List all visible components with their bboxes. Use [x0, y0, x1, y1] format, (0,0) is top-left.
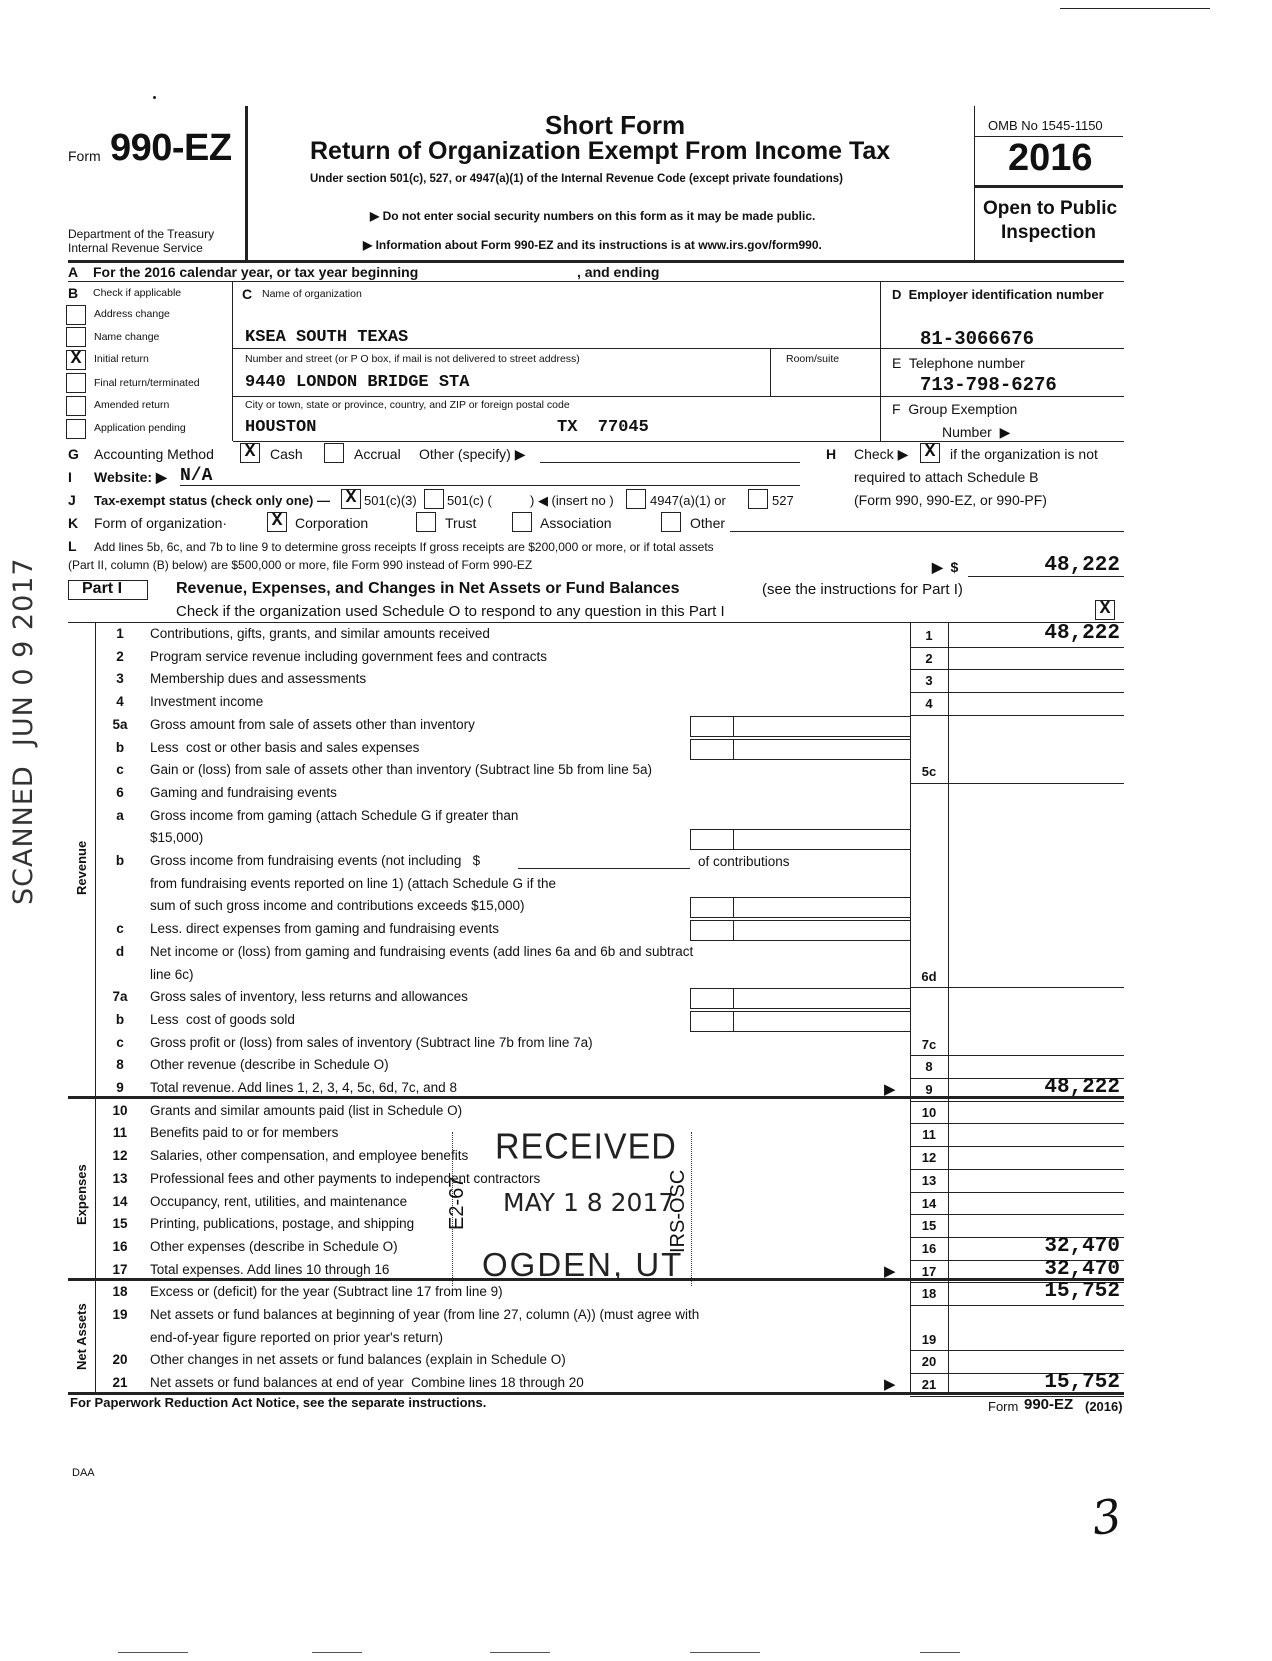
inner-ref-box — [690, 739, 734, 760]
line-description: line 6c) — [150, 966, 194, 982]
b-amended-return-checkbox[interactable] — [66, 396, 86, 416]
state-zip-value: TX 77045 — [557, 418, 649, 437]
received-stamp-title: RECEIVED — [495, 1127, 677, 1167]
line-ref: 19 — [921, 1331, 937, 1347]
line-number: c — [116, 1034, 124, 1050]
line-number: 12 — [112, 1148, 128, 1164]
line-description: Occupancy, rent, utilities, and maintenance — [150, 1193, 408, 1209]
line-number: 13 — [112, 1170, 128, 1186]
header-dot — [153, 96, 156, 99]
line-number: 5a — [112, 716, 128, 732]
top-edge-line — [1060, 8, 1210, 9]
amount-row-line — [910, 1123, 1124, 1124]
phone-value: 713-798-6276 — [920, 374, 1057, 396]
line-description: Printing, publications, postage, and shipping — [150, 1216, 415, 1232]
line-h-text2: if the organization is not — [950, 446, 1098, 462]
c-bottom — [233, 441, 881, 442]
b-final-return-label: Final return/terminated — [94, 377, 200, 389]
section-c-letter: C — [242, 286, 253, 302]
line-ref: 21 — [921, 1377, 937, 1393]
row-arrow-icon: ▶ — [884, 1262, 896, 1280]
line-description: Gross profit or (loss) from sales of inventory (Subtract line 7b from line 7a) — [150, 1034, 593, 1050]
line-amount[interactable]: 32,470 — [1044, 1234, 1120, 1258]
part1-title: Revenue, Expenses, and Changes in Net Assets or Fund Balances — [176, 580, 680, 597]
net-assets-side-label: Net Assets — [74, 1303, 89, 1370]
line-description: $15,000) — [150, 830, 204, 846]
line-description: Net assets or fund balances at end of year Combine lines 18 through 20 — [150, 1375, 584, 1391]
inner-ref-box — [690, 897, 734, 918]
amount-row-line — [910, 1146, 1124, 1147]
dept-treasury: Department of the Treasury — [68, 227, 215, 241]
line-number: d — [115, 943, 125, 959]
ein-value: 81-3066676 — [920, 328, 1035, 350]
amount-row-line — [910, 1192, 1124, 1193]
scanned-stamp: SCANNED JUN 0 9 2017 — [8, 557, 39, 905]
room-divider — [770, 348, 771, 396]
inner-amount-field[interactable] — [734, 716, 910, 737]
line-description: sum of such gross income and contributions exceeds $15,000) — [150, 898, 525, 914]
dept-irs: Internal Revenue Service — [68, 241, 203, 255]
line-description: Grants and similar amounts paid (list in Schedule O) — [150, 1102, 463, 1118]
inner-amount-field[interactable] — [734, 1011, 910, 1032]
line-number: b — [115, 739, 125, 755]
inner-ref-box — [690, 716, 734, 737]
title-short: Short Form — [545, 110, 686, 140]
e-divider — [881, 396, 1124, 397]
line-description: Net income or (loss) from gaming and fundraising events (add lines 6a and 6b and subtract — [150, 943, 694, 959]
line-number: 11 — [112, 1125, 128, 1141]
association-label: Association — [540, 515, 612, 531]
b-final-return-checkbox[interactable] — [66, 373, 86, 393]
line-ref: 12 — [921, 1150, 937, 1166]
revenue-side-label: Revenue — [74, 840, 89, 895]
line-j-letter: J — [68, 492, 76, 508]
group-exemption-label: F Group Exemption — [892, 401, 1018, 417]
line-l-arrow: ▶ $ — [932, 559, 959, 575]
line-description: Net assets or fund balances at beginning of year (from line 27, column (A)) (must agree with — [150, 1307, 700, 1322]
line-number: 7a — [112, 989, 128, 1005]
schedule-o-checkbox[interactable]: X — [1095, 600, 1115, 620]
line-description: Other revenue (describe in Schedule O) — [150, 1057, 389, 1073]
gross-receipts-amount: 48,222 — [1044, 554, 1120, 577]
line-number: 19 — [112, 1307, 128, 1322]
omb-underline — [975, 136, 1123, 137]
website-line — [180, 485, 800, 486]
line-number: b — [115, 853, 125, 868]
tax-year: 2016 — [1008, 137, 1093, 179]
line-ref: 14 — [921, 1195, 937, 1211]
501c-checkbox[interactable] — [424, 489, 444, 509]
line-amount[interactable]: 48,222 — [1044, 1076, 1120, 1099]
org-name-value: KSEA SOUTH TEXAS — [245, 328, 409, 347]
line-ref: 6d — [921, 968, 937, 984]
b-amended-return-label: Amended return — [94, 399, 170, 411]
line-number: 1 — [116, 626, 124, 641]
line-description: Membership dues and assessments — [150, 671, 367, 687]
section-b-label: Check if applicable — [93, 287, 182, 299]
title-main: Return of Organization Exempt From Income Tax — [310, 137, 891, 165]
other-specify-line — [540, 462, 800, 463]
line-h-text3: required to attach Schedule B — [854, 469, 1039, 485]
line-number: 16 — [112, 1238, 128, 1254]
line-l-letter: L — [68, 538, 77, 554]
amount-row-line — [910, 669, 1124, 670]
amount-row-line — [910, 1350, 1124, 1351]
amount-row-line — [910, 1169, 1124, 1170]
line-description: Less cost of goods sold — [150, 1011, 295, 1027]
4947-label: 4947(a)(1) or — [650, 493, 726, 508]
4947-checkbox[interactable] — [626, 489, 646, 509]
website-label: Website: ▶ — [94, 469, 167, 485]
c-name-divider — [233, 348, 881, 349]
part1-label: Part I — [82, 580, 123, 597]
line-ref: 8 — [925, 1059, 933, 1075]
corporation-label: Corporation — [295, 515, 369, 531]
cash-checkbox[interactable]: X — [240, 443, 260, 463]
notice-ssn: ▶ Do not enter social security numbers on this form as it may be made public. — [370, 209, 816, 223]
line-number: a — [116, 807, 124, 823]
b-initial-return-checkbox[interactable]: X — [66, 350, 86, 370]
line-ref: 2 — [925, 650, 933, 666]
line-g-letter: G — [68, 446, 79, 462]
received-stamp-code: E2-67 — [446, 1176, 468, 1230]
line-number: 20 — [112, 1352, 128, 1368]
org-name-label: Name of organization — [262, 288, 362, 300]
501c3-checkbox[interactable]: X — [341, 489, 361, 509]
accounting-method-label: Accounting Method — [94, 446, 214, 462]
notice-info: ▶ Information about Form 990-EZ and its instructions is at www.irs.gov/form990. — [363, 238, 822, 252]
city-label: City or town, state or province, country, and ZIP or foreign postal code — [245, 399, 570, 411]
line-description: Gaming and fundraising events — [150, 784, 337, 800]
line-number: 10 — [112, 1102, 128, 1118]
tax-exempt-label: Tax-exempt status (check only one) — — [94, 493, 330, 508]
line-l-text2: (Part II, column (B) below) are $500,000 or more, file Form 990 instead of Form 990-EZ — [68, 558, 533, 572]
open-inspection: Inspection — [1001, 222, 1097, 243]
title-sub: Under section 501(c), 527, or 4947(a)(1) of the Internal Revenue Code (except private foundations) — [310, 173, 843, 185]
line-ref: 9 — [925, 1082, 933, 1097]
line-ref: 3 — [925, 673, 933, 689]
line-ref: 20 — [921, 1354, 937, 1370]
501c-insert-label: ) ◀ (insert no ) — [530, 493, 614, 508]
line-h-letter: H — [826, 446, 837, 462]
footer-form-number: 990-EZ — [1024, 1396, 1074, 1413]
received-stamp-side: IRS-OSC — [667, 1169, 689, 1253]
line-number: c — [116, 762, 124, 778]
line-number: 4 — [116, 694, 124, 710]
open-public: Open to Public — [983, 198, 1118, 219]
501c3-label: 501(c)(3) — [364, 493, 417, 508]
section-b-letter: B — [68, 285, 79, 301]
form-prefix: Form — [68, 148, 101, 164]
b-address-change-label: Address change — [94, 308, 170, 320]
line-a-bottom — [68, 281, 1124, 282]
d-divider — [881, 348, 1124, 349]
line-description: Salaries, other compensation, and employee benefits — [150, 1148, 469, 1164]
line-description: Less cost or other basis and sales expenses — [150, 739, 420, 755]
line-amount[interactable]: 15,752 — [1044, 1280, 1120, 1304]
line-number: 14 — [112, 1193, 128, 1209]
f-bottom — [881, 441, 1124, 442]
line-number: 2 — [116, 648, 124, 664]
527-label: 527 — [772, 493, 794, 508]
line-amount[interactable]: 48,222 — [1044, 622, 1120, 645]
trust-checkbox[interactable] — [416, 512, 436, 532]
inner-amount-field[interactable] — [734, 829, 910, 850]
other-org-checkbox[interactable] — [661, 512, 681, 532]
accrual-label: Accrual — [354, 446, 401, 462]
line-number: 21 — [112, 1375, 128, 1391]
street-value: 9440 LONDON BRIDGE STA — [245, 373, 470, 392]
line-description: Gross sales of inventory, less returns and allowances — [150, 989, 468, 1005]
line-description: Less. direct expenses from gaming and fundraising events — [150, 921, 499, 937]
line-description: Gross amount from sale of assets other than inventory — [150, 716, 475, 732]
inner-ref-box — [690, 829, 734, 850]
line-number: 9 — [116, 1080, 124, 1095]
line-description: Other changes in net assets or fund balances (explain in Schedule O) — [150, 1352, 566, 1368]
line-description: Program service revenue including government fees and contracts — [150, 648, 547, 664]
line-a-text: For the 2016 calendar year, or tax year beginning — [93, 264, 419, 280]
other-org-line — [730, 531, 1124, 532]
omb-number: OMB No 1545-1150 — [988, 118, 1103, 133]
line-i-letter: I — [68, 469, 72, 485]
b-initial-return-label: Initial return — [94, 353, 149, 365]
schedule-b-checkbox[interactable]: X — [920, 443, 940, 463]
street-label: Number and street (or P O box, if mail is not delivered to street address) — [245, 353, 580, 365]
handwritten-page-mark: 3 — [1088, 1488, 1125, 1546]
line-description: Gain or (loss) from sale of assets other than inventory (Subtract line 5b from line 5a) — [150, 762, 652, 778]
inner-ref-box — [690, 988, 734, 1009]
amount-row-line — [910, 987, 1124, 988]
line-l-text1: Add lines 5b, 6c, and 7b to line 9 to determine gross receipts If gross receipts are $200,000 or more, or if total assets — [94, 540, 714, 554]
c-street-divider — [233, 396, 881, 397]
inner-amount-field[interactable] — [734, 739, 910, 760]
inner-amount-field[interactable] — [734, 897, 910, 918]
header-bottom-line — [68, 260, 1124, 263]
part1-check-text: Check if the organization used Schedule O to respond to any question in this Part I — [176, 603, 725, 620]
line-ref: 16 — [921, 1240, 937, 1256]
expenses-side-label: Expenses — [74, 1164, 89, 1225]
line-description: Total revenue. Add lines 1, 2, 3, 4, 5c, 6d, 7c, and 8 — [150, 1080, 457, 1095]
received-stamp-city: OGDEN, UT — [482, 1246, 684, 1283]
daa-label: DAA — [72, 1467, 95, 1479]
amount-row-line — [910, 1396, 1124, 1397]
line-a-ending: , and ending — [577, 264, 660, 280]
inner-amount-field[interactable] — [734, 988, 910, 1009]
line-ref: 10 — [921, 1104, 937, 1120]
other-specify-label: Other (specify) ▶ — [419, 446, 526, 462]
line-number: 17 — [112, 1261, 128, 1277]
other-org-label: Other — [690, 515, 726, 531]
form-of-org-label: Form of organization· — [94, 515, 228, 531]
amount-row-line — [910, 1305, 1124, 1306]
line-description: Benefits paid to or for members — [150, 1125, 339, 1141]
amount-row-line — [910, 692, 1124, 693]
line-description: Other expenses (describe in Schedule O) — [150, 1238, 398, 1254]
line-description: Excess or (deficit) for the year (Subtract line 17 from line 9) — [150, 1284, 503, 1300]
line-h-check: Check ▶ — [854, 446, 909, 462]
line-ref: 13 — [921, 1172, 937, 1188]
line-description: Gross income from fundraising events (not including $ — [150, 853, 481, 868]
room-label: Room/suite — [786, 353, 840, 365]
footer-form-year: (2016) — [1085, 1399, 1123, 1414]
line-number: 15 — [112, 1216, 128, 1232]
website-value: N/A — [180, 466, 213, 486]
line-number: 6 — [116, 784, 124, 800]
line-description: Contributions, gifts, grants, and similar amounts received — [150, 626, 490, 641]
line-number: 3 — [116, 671, 124, 687]
line-ref: 18 — [921, 1286, 937, 1302]
association-checkbox[interactable] — [512, 512, 532, 532]
line-description: from fundraising events reported on line 1) (attach Schedule G if the — [150, 875, 556, 891]
b-name-change-label: Name change — [94, 331, 160, 343]
row-arrow-icon: ▶ — [884, 1081, 896, 1098]
phone-label: E Telephone number — [892, 355, 1025, 371]
line-ref: 7c — [921, 1036, 937, 1052]
line-description: Gross income from gaming (attach Schedule G if greater than — [150, 807, 519, 823]
city-value: HOUSTON — [245, 418, 317, 437]
line-h-text4: (Form 990, 990-EZ, or 990-PF) — [854, 492, 1047, 508]
amount-row-line — [910, 647, 1124, 648]
line-number: b — [115, 1011, 125, 1027]
501c-label: 501(c) ( — [447, 493, 492, 508]
group-exemption-number-label: Number ▶ — [942, 424, 1011, 440]
received-stamp-date: MAY 1 8 2017 — [503, 1188, 675, 1217]
inner-ref-box — [690, 920, 734, 941]
line-description: Investment income — [150, 694, 264, 710]
b-address-change-checkbox[interactable] — [66, 305, 86, 325]
paperwork-notice: For Paperwork Reduction Act Notice, see the separate instructions. — [70, 1395, 487, 1410]
line-number: c — [116, 921, 124, 937]
side-label-border — [95, 622, 96, 1392]
6b-contributions-label: of contributions — [698, 854, 790, 869]
line-description: end-of-year figure reported on prior year's return) — [150, 1329, 443, 1345]
year-underline — [975, 185, 1123, 188]
c-right-border — [880, 281, 881, 441]
line-number: 18 — [112, 1284, 128, 1300]
line-description: Professional fees and other payments to independent contractors — [150, 1170, 541, 1186]
gross-receipts-line — [968, 576, 1124, 577]
row-arrow-icon: ▶ — [884, 1376, 896, 1394]
amount-row-line — [910, 715, 1124, 716]
c-left-border — [232, 281, 233, 441]
527-checkbox[interactable] — [748, 489, 768, 509]
line-ref: 17 — [921, 1263, 937, 1279]
header-divider-right — [974, 106, 975, 260]
line-k-letter: K — [68, 515, 79, 531]
line-ref: 1 — [925, 628, 933, 643]
footer-form-label: Form — [988, 1399, 1019, 1414]
amount-row-line — [910, 1214, 1124, 1215]
b-application-pending-label: Application pending — [94, 422, 186, 434]
line-number: 8 — [116, 1057, 124, 1073]
amount-row-line — [910, 1055, 1124, 1056]
line-ref: 4 — [925, 696, 933, 712]
line-ref: 15 — [921, 1218, 937, 1234]
ein-label: D Employer identification number — [892, 287, 1104, 302]
line-amount[interactable]: 32,470 — [1044, 1257, 1120, 1281]
part1-title-note: (see the instructions for Part I) — [762, 581, 963, 598]
line-amount[interactable]: 15,752 — [1044, 1371, 1120, 1395]
trust-label: Trust — [445, 515, 477, 531]
corporation-checkbox[interactable]: X — [267, 512, 287, 532]
accrual-checkbox[interactable] — [324, 443, 344, 463]
amount-row-line — [910, 1101, 1124, 1102]
line-ref: 11 — [922, 1127, 936, 1143]
inner-amount-field[interactable] — [734, 920, 910, 941]
6b-contributions-blank — [518, 868, 690, 869]
b-name-change-checkbox[interactable] — [66, 327, 86, 347]
line-description: Total expenses. Add lines 10 through 16 — [150, 1261, 390, 1277]
line-ref: 5c — [921, 764, 937, 780]
inner-ref-box — [690, 1011, 734, 1032]
header-divider-left — [245, 106, 248, 260]
b-application-pending-checkbox[interactable] — [66, 419, 86, 439]
line-a-letter: A — [68, 264, 79, 280]
cash-label: Cash — [270, 446, 303, 462]
form-number: 990-EZ — [110, 127, 232, 169]
amount-row-line — [910, 783, 1124, 784]
